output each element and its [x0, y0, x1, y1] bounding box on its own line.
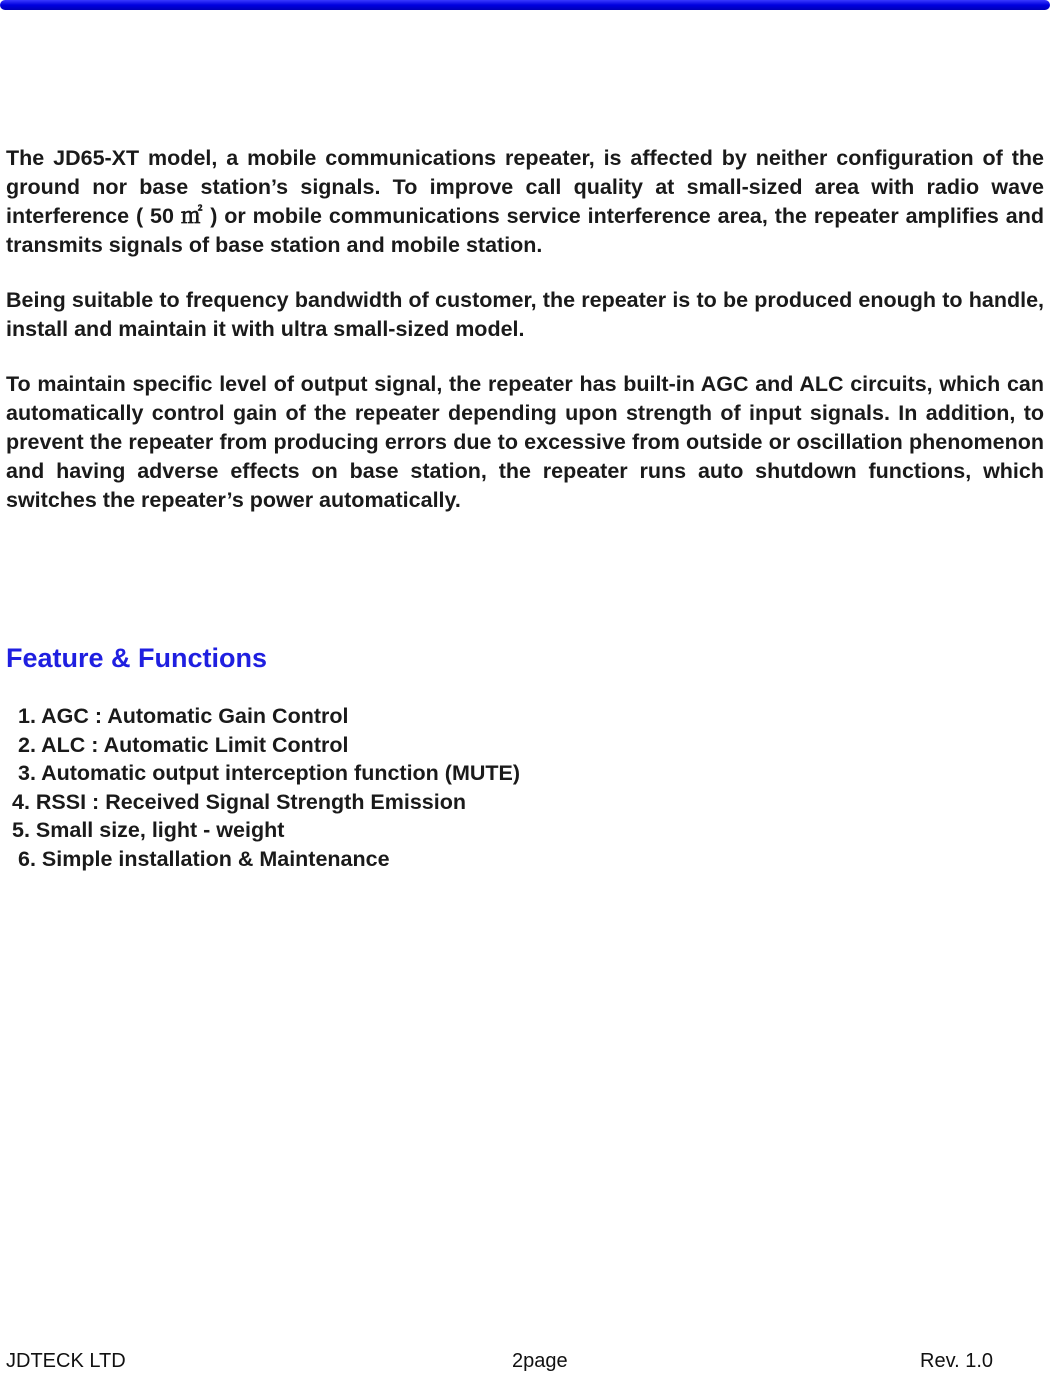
- document-body: [6, 144, 1044, 515]
- feature-list: [0, 702, 520, 874]
- agc-alc-paragraph: To maintain specific level of output signal, the repeater has built-in AGC and ALC circuits, which can automatically control gain of the repeater depending upon strength of input signals. In addition, to prevent the repeater from producing errors due to excessive from outside or oscillation phenomenon and having adverse effects on base station, the repeater runs auto shutdown functions, which switches the repeater’s power automatically.: [6, 372, 1044, 512]
- footer-page-number: 2page: [512, 1350, 568, 1372]
- footer-revision: Rev. 1.0: [920, 1350, 993, 1372]
- feature-item-installation: 6. Simple installation & Maintenance: [18, 846, 390, 871]
- feature-item-small-size: 5. Small size, light - weight: [12, 818, 285, 843]
- footer-company: JDTECK LTD: [6, 1350, 126, 1372]
- design-paragraph: Being suitable to frequency bandwidth of customer, the repeater is to be produced enough to handle, install and maintain it with ultra small-sized model.: [6, 288, 1044, 341]
- feature-item-rssi: 4. RSSI : Received Signal Strength Emission: [12, 789, 467, 814]
- header-accent-bar: [0, 0, 1050, 10]
- section-title-features: Feature & Functions: [6, 643, 268, 673]
- intro-paragraph: The JD65-XT model, a mobile communications repeater, is affected by neither configuration of the ground nor base station’s signals. To improve call quality at small-sized area with radio wave interference ( 50 ㎡ ) or mobile communications service interference area, the repeater amplifies and transmits signals of base station and mobile station.: [6, 146, 1044, 257]
- feature-item-agc: 1. AGC : Automatic Gain Control: [18, 704, 349, 728]
- feature-item-mute: 3. Automatic output interception function (MUTE): [18, 761, 521, 786]
- feature-item-alc: 2. ALC : Automatic Limit Control: [18, 732, 349, 757]
